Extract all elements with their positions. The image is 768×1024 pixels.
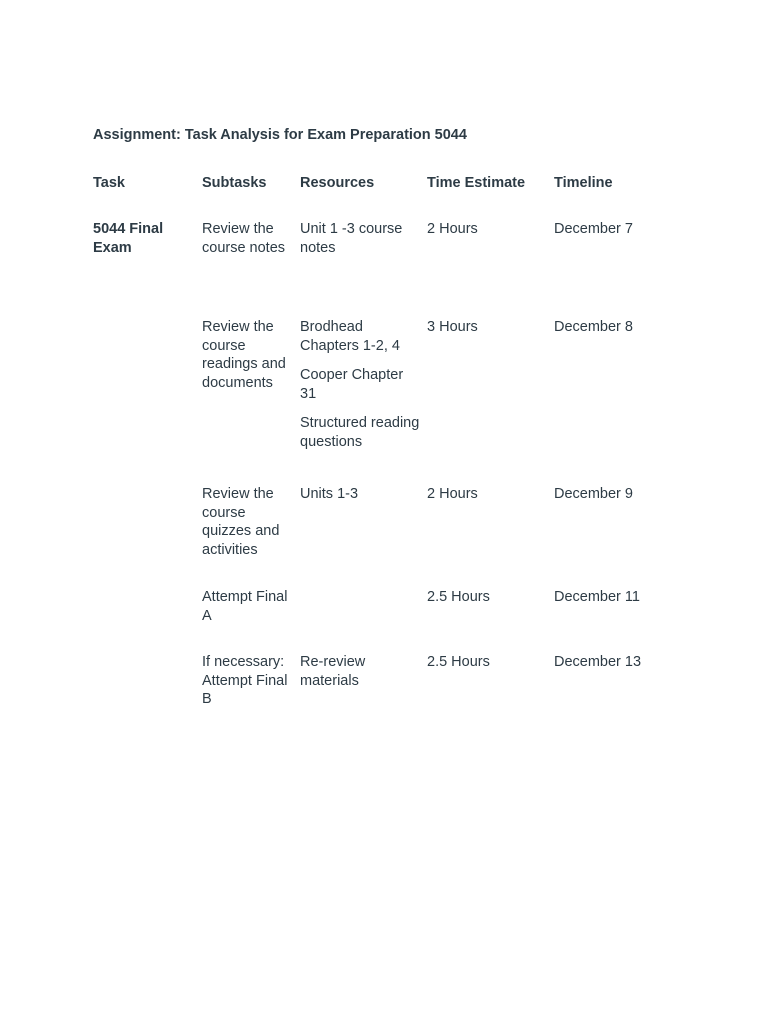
document-title: Assignment: Task Analysis for Exam Preparation 5044 bbox=[93, 127, 467, 143]
time-estimate-cell: 2 Hours bbox=[427, 221, 478, 237]
timeline-cell: December 11 bbox=[554, 589, 640, 605]
resource-item: Re-review materials bbox=[300, 654, 366, 689]
resource-item: Cooper Chapter 31 bbox=[300, 367, 404, 402]
task-cell: 5044 Final Exam bbox=[93, 221, 164, 256]
resources-cell bbox=[300, 318, 422, 452]
time-estimate-cell: 2.5 Hours bbox=[427, 589, 490, 605]
resources-cell bbox=[300, 220, 422, 257]
header-timeline: Timeline bbox=[554, 175, 613, 191]
header-time-estimate: Time Estimate bbox=[427, 175, 526, 191]
time-estimate-cell: 3 Hours bbox=[427, 319, 478, 335]
timeline-cell: December 13 bbox=[554, 654, 642, 670]
resource-item: Units 1-3 bbox=[300, 486, 359, 502]
subtask-cell: Review the course notes bbox=[202, 221, 286, 256]
resource-item: Structured reading questions bbox=[300, 415, 420, 450]
header-subtasks: Subtasks bbox=[202, 175, 267, 191]
timeline-cell: December 7 bbox=[554, 221, 633, 237]
timeline-cell: December 9 bbox=[554, 486, 633, 502]
subtask-cell: If necessary: Attempt Final B bbox=[202, 654, 288, 708]
header-task: Task bbox=[93, 175, 125, 191]
resource-item: Unit 1 -3 course notes bbox=[300, 221, 403, 256]
subtask-cell: Attempt Final A bbox=[202, 589, 288, 624]
header-resources: Resources bbox=[300, 175, 375, 191]
time-estimate-cell: 2 Hours bbox=[427, 486, 478, 502]
resources-cell bbox=[300, 485, 422, 504]
timeline-cell: December 8 bbox=[554, 319, 633, 335]
subtask-cell: Review the course readings and documents bbox=[202, 319, 286, 391]
resource-item: Brodhead Chapters 1-2, 4 bbox=[300, 319, 400, 354]
time-estimate-cell: 2.5 Hours bbox=[427, 654, 490, 670]
subtask-cell: Review the course quizzes and activities bbox=[202, 486, 280, 558]
resources-cell bbox=[300, 653, 422, 690]
